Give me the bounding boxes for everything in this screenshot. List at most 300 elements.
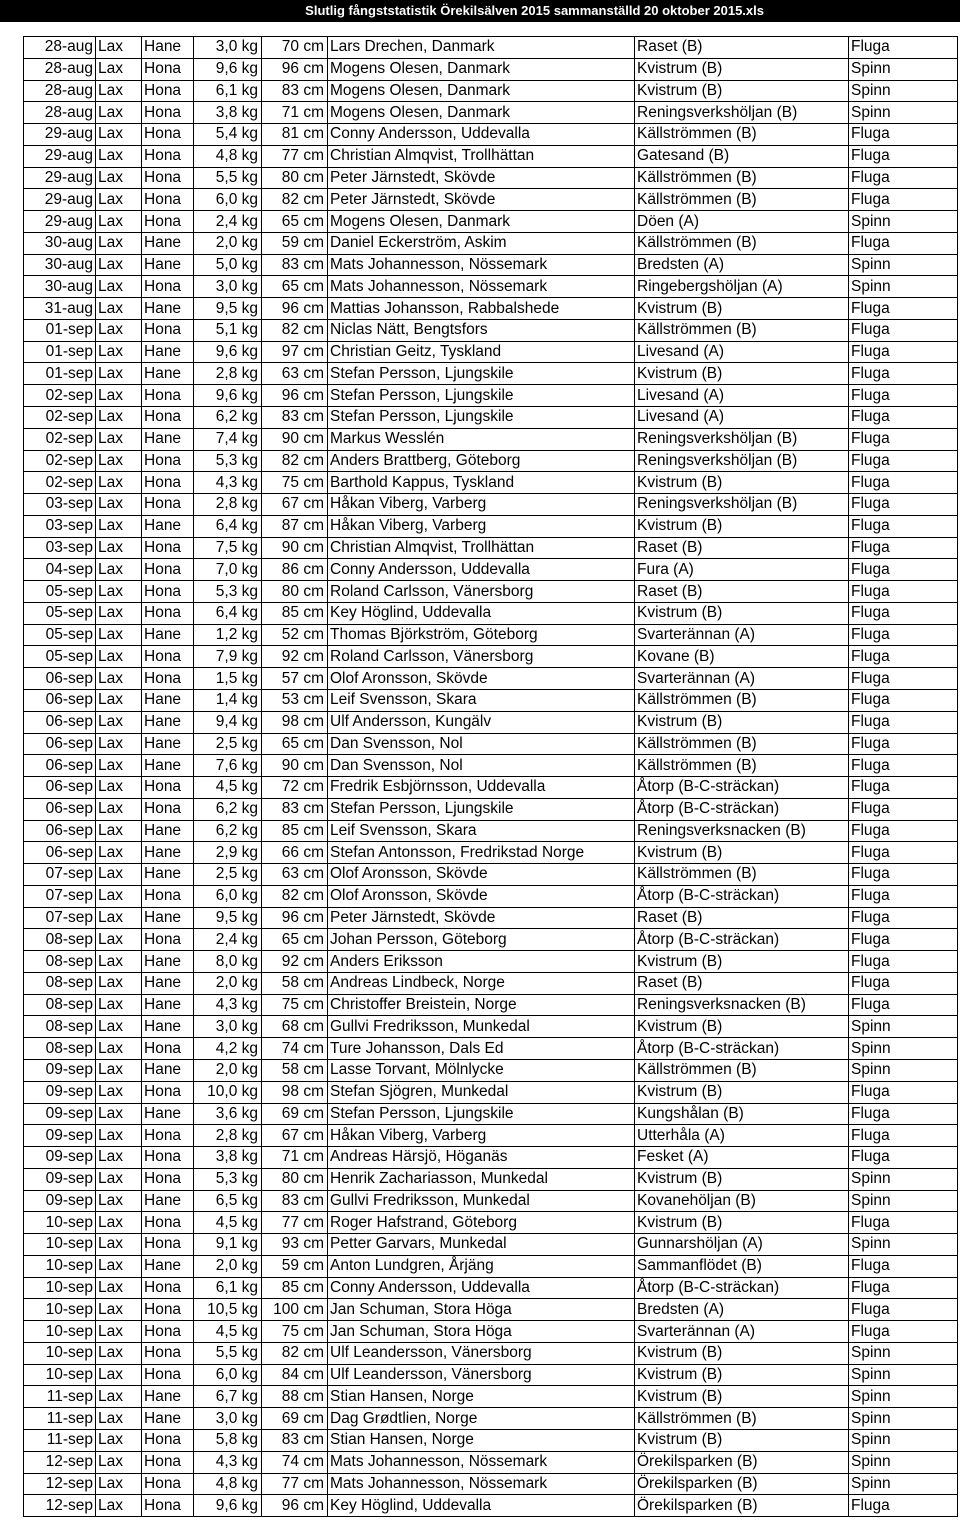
- location-cell: Kvistrum (B): [635, 1212, 849, 1234]
- sex-cell: Hane: [142, 254, 194, 276]
- table-row: [24, 1495, 958, 1517]
- table-row: [24, 1473, 958, 1495]
- table-row: [24, 1147, 958, 1169]
- sex-cell: Hona: [142, 189, 194, 211]
- length-cell: 74 cm: [262, 1038, 328, 1060]
- weight-cell: 2,8 kg: [194, 1125, 262, 1147]
- length-cell: 58 cm: [262, 1059, 328, 1081]
- species-cell: Lax: [96, 472, 142, 494]
- sex-cell: Hane: [142, 515, 194, 537]
- table-row: [24, 450, 958, 472]
- location-cell: Kvistrum (B): [635, 1430, 849, 1452]
- length-cell: 67 cm: [262, 494, 328, 516]
- weight-cell: 6,2 kg: [194, 407, 262, 429]
- sex-cell: Hona: [142, 1430, 194, 1452]
- sex-cell: Hane: [142, 864, 194, 886]
- sex-cell: Hane: [142, 37, 194, 59]
- method-cell: Fluga: [849, 1321, 958, 1343]
- location-cell: Kvistrum (B): [635, 602, 849, 624]
- sex-cell: Hane: [142, 907, 194, 929]
- angler-cell: Ulf Andersson, Kungälv: [328, 711, 635, 733]
- location-cell: Kvistrum (B): [635, 1016, 849, 1038]
- angler-cell: Anders Brattberg, Göteborg: [328, 450, 635, 472]
- date-cell: 10-sep: [24, 1277, 96, 1299]
- angler-cell: Leif Svensson, Skara: [328, 689, 635, 711]
- method-cell: Fluga: [849, 820, 958, 842]
- date-cell: 07-sep: [24, 885, 96, 907]
- location-cell: Sammanflödet (B): [635, 1255, 849, 1277]
- location-cell: Reningsverksnacken (B): [635, 820, 849, 842]
- table-row: [24, 907, 958, 929]
- sex-cell: Hane: [142, 689, 194, 711]
- table-row: [24, 624, 958, 646]
- location-cell: Bredsten (A): [635, 254, 849, 276]
- location-cell: Kovanehöljan (B): [635, 1190, 849, 1212]
- weight-cell: 5,5 kg: [194, 167, 262, 189]
- species-cell: Lax: [96, 1190, 142, 1212]
- method-cell: Fluga: [849, 689, 958, 711]
- length-cell: 96 cm: [262, 298, 328, 320]
- table-row: [24, 1190, 958, 1212]
- weight-cell: 2,8 kg: [194, 494, 262, 516]
- length-cell: 82 cm: [262, 319, 328, 341]
- weight-cell: 2,0 kg: [194, 1059, 262, 1081]
- weight-cell: 2,8 kg: [194, 363, 262, 385]
- table-row: [24, 820, 958, 842]
- sex-cell: Hona: [142, 1168, 194, 1190]
- table-row: [24, 885, 958, 907]
- weight-cell: 10,5 kg: [194, 1299, 262, 1321]
- species-cell: Lax: [96, 755, 142, 777]
- table-row: [24, 929, 958, 951]
- angler-cell: Henrik Zachariasson, Munkedal: [328, 1168, 635, 1190]
- length-cell: 65 cm: [262, 276, 328, 298]
- length-cell: 90 cm: [262, 428, 328, 450]
- location-cell: Bredsten (A): [635, 1299, 849, 1321]
- table-row: [24, 733, 958, 755]
- date-cell: 09-sep: [24, 1168, 96, 1190]
- table-row: [24, 1255, 958, 1277]
- location-cell: Kvistrum (B): [635, 80, 849, 102]
- length-cell: 82 cm: [262, 1342, 328, 1364]
- weight-cell: 6,4 kg: [194, 602, 262, 624]
- date-cell: 11-sep: [24, 1408, 96, 1430]
- method-cell: Fluga: [849, 363, 958, 385]
- location-cell: Åtorp (B-C-sträckan): [635, 777, 849, 799]
- sex-cell: Hona: [142, 668, 194, 690]
- date-cell: 29-aug: [24, 211, 96, 233]
- weight-cell: 3,8 kg: [194, 102, 262, 124]
- weight-cell: 4,5 kg: [194, 777, 262, 799]
- location-cell: Källströmmen (B): [635, 864, 849, 886]
- date-cell: 08-sep: [24, 929, 96, 951]
- date-cell: 29-aug: [24, 189, 96, 211]
- date-cell: 29-aug: [24, 145, 96, 167]
- weight-cell: 4,3 kg: [194, 1451, 262, 1473]
- length-cell: 80 cm: [262, 1168, 328, 1190]
- weight-cell: 3,0 kg: [194, 37, 262, 59]
- weight-cell: 3,0 kg: [194, 1016, 262, 1038]
- length-cell: 98 cm: [262, 711, 328, 733]
- weight-cell: 5,1 kg: [194, 319, 262, 341]
- table-row: [24, 385, 958, 407]
- table-row: [24, 58, 958, 80]
- date-cell: 05-sep: [24, 581, 96, 603]
- angler-cell: Niclas Nätt, Bengtsfors: [328, 319, 635, 341]
- table-row: [24, 1386, 958, 1408]
- location-cell: Källströmmen (B): [635, 124, 849, 146]
- date-cell: 08-sep: [24, 951, 96, 973]
- angler-cell: Olof Aronsson, Skövde: [328, 668, 635, 690]
- location-cell: Reningsverksnacken (B): [635, 994, 849, 1016]
- method-cell: Fluga: [849, 1081, 958, 1103]
- sex-cell: Hona: [142, 646, 194, 668]
- method-cell: Fluga: [849, 1103, 958, 1125]
- length-cell: 77 cm: [262, 1473, 328, 1495]
- table-row: [24, 1430, 958, 1452]
- method-cell: Fluga: [849, 951, 958, 973]
- angler-cell: Jan Schuman, Stora Höga: [328, 1321, 635, 1343]
- length-cell: 100 cm: [262, 1299, 328, 1321]
- location-cell: Fura (A): [635, 559, 849, 581]
- angler-cell: Gullvi Fredriksson, Munkedal: [328, 1190, 635, 1212]
- table-row: [24, 232, 958, 254]
- location-cell: Kovane (B): [635, 646, 849, 668]
- method-cell: Fluga: [849, 798, 958, 820]
- location-cell: Kungshålan (B): [635, 1103, 849, 1125]
- length-cell: 85 cm: [262, 820, 328, 842]
- species-cell: Lax: [96, 494, 142, 516]
- weight-cell: 6,7 kg: [194, 1386, 262, 1408]
- length-cell: 98 cm: [262, 1081, 328, 1103]
- method-cell: Fluga: [849, 646, 958, 668]
- weight-cell: 4,8 kg: [194, 145, 262, 167]
- weight-cell: 5,0 kg: [194, 254, 262, 276]
- method-cell: Fluga: [849, 755, 958, 777]
- method-cell: Fluga: [849, 494, 958, 516]
- location-cell: Källströmmen (B): [635, 319, 849, 341]
- table-row: [24, 1103, 958, 1125]
- date-cell: 28-aug: [24, 102, 96, 124]
- method-cell: Spinn: [849, 1408, 958, 1430]
- method-cell: Fluga: [849, 994, 958, 1016]
- location-cell: Raset (B): [635, 537, 849, 559]
- location-cell: Svarterännan (A): [635, 624, 849, 646]
- species-cell: Lax: [96, 907, 142, 929]
- species-cell: Lax: [96, 777, 142, 799]
- length-cell: 90 cm: [262, 537, 328, 559]
- weight-cell: 3,0 kg: [194, 276, 262, 298]
- location-cell: Raset (B): [635, 907, 849, 929]
- date-cell: 08-sep: [24, 994, 96, 1016]
- weight-cell: 1,2 kg: [194, 624, 262, 646]
- table-row: [24, 363, 958, 385]
- angler-cell: Mats Johannesson, Nössemark: [328, 1451, 635, 1473]
- sex-cell: Hona: [142, 276, 194, 298]
- date-cell: 28-aug: [24, 58, 96, 80]
- method-cell: Spinn: [849, 1451, 958, 1473]
- sex-cell: Hona: [142, 58, 194, 80]
- angler-cell: Andreas Lindbeck, Norge: [328, 972, 635, 994]
- sex-cell: Hona: [142, 885, 194, 907]
- weight-cell: 2,0 kg: [194, 972, 262, 994]
- weight-cell: 9,5 kg: [194, 298, 262, 320]
- length-cell: 59 cm: [262, 232, 328, 254]
- date-cell: 03-sep: [24, 515, 96, 537]
- method-cell: Fluga: [849, 972, 958, 994]
- species-cell: Lax: [96, 145, 142, 167]
- sex-cell: Hane: [142, 624, 194, 646]
- table-row: [24, 1321, 958, 1343]
- location-cell: Reningsverkshöljan (B): [635, 450, 849, 472]
- angler-cell: Christian Almqvist, Trollhättan: [328, 537, 635, 559]
- species-cell: Lax: [96, 581, 142, 603]
- weight-cell: 5,4 kg: [194, 124, 262, 146]
- table-row: [24, 1212, 958, 1234]
- table-row: [24, 494, 958, 516]
- species-cell: Lax: [96, 232, 142, 254]
- species-cell: Lax: [96, 1168, 142, 1190]
- date-cell: 10-sep: [24, 1299, 96, 1321]
- table-row: [24, 1016, 958, 1038]
- species-cell: Lax: [96, 733, 142, 755]
- length-cell: 82 cm: [262, 450, 328, 472]
- angler-cell: Stefan Sjögren, Munkedal: [328, 1081, 635, 1103]
- location-cell: Svarterännan (A): [635, 668, 849, 690]
- date-cell: 07-sep: [24, 907, 96, 929]
- sex-cell: Hona: [142, 798, 194, 820]
- weight-cell: 10,0 kg: [194, 1081, 262, 1103]
- sex-cell: Hona: [142, 602, 194, 624]
- method-cell: Fluga: [849, 37, 958, 59]
- angler-cell: Thomas Björkström, Göteborg: [328, 624, 635, 646]
- date-cell: 08-sep: [24, 1016, 96, 1038]
- weight-cell: 2,5 kg: [194, 733, 262, 755]
- table-row: [24, 689, 958, 711]
- angler-cell: Fredrik Esbjörnsson, Uddevalla: [328, 777, 635, 799]
- species-cell: Lax: [96, 689, 142, 711]
- location-cell: Kvistrum (B): [635, 1168, 849, 1190]
- table-row: [24, 1168, 958, 1190]
- weight-cell: 4,8 kg: [194, 1473, 262, 1495]
- angler-cell: Roland Carlsson, Vänersborg: [328, 581, 635, 603]
- length-cell: 74 cm: [262, 1451, 328, 1473]
- location-cell: Reningsverkshöljan (B): [635, 102, 849, 124]
- sex-cell: Hane: [142, 363, 194, 385]
- location-cell: Örekilsparken (B): [635, 1495, 849, 1517]
- sex-cell: Hane: [142, 994, 194, 1016]
- location-cell: Åtorp (B-C-sträckan): [635, 929, 849, 951]
- date-cell: 12-sep: [24, 1451, 96, 1473]
- date-cell: 09-sep: [24, 1103, 96, 1125]
- angler-cell: Jan Schuman, Stora Höga: [328, 1299, 635, 1321]
- sex-cell: Hona: [142, 1212, 194, 1234]
- table-row: [24, 864, 958, 886]
- species-cell: Lax: [96, 1342, 142, 1364]
- length-cell: 83 cm: [262, 254, 328, 276]
- species-cell: Lax: [96, 385, 142, 407]
- angler-cell: Dan Svensson, Nol: [328, 733, 635, 755]
- weight-cell: 7,0 kg: [194, 559, 262, 581]
- location-cell: Källströmmen (B): [635, 733, 849, 755]
- date-cell: 04-sep: [24, 559, 96, 581]
- method-cell: Fluga: [849, 319, 958, 341]
- species-cell: Lax: [96, 167, 142, 189]
- location-cell: Kvistrum (B): [635, 1386, 849, 1408]
- length-cell: 66 cm: [262, 842, 328, 864]
- sex-cell: Hona: [142, 1299, 194, 1321]
- length-cell: 86 cm: [262, 559, 328, 581]
- method-cell: Spinn: [849, 211, 958, 233]
- date-cell: 01-sep: [24, 363, 96, 385]
- date-cell: 30-aug: [24, 232, 96, 254]
- table-row: [24, 1299, 958, 1321]
- location-cell: Kvistrum (B): [635, 58, 849, 80]
- species-cell: Lax: [96, 37, 142, 59]
- length-cell: 59 cm: [262, 1255, 328, 1277]
- method-cell: Spinn: [849, 276, 958, 298]
- species-cell: Lax: [96, 124, 142, 146]
- species-cell: Lax: [96, 646, 142, 668]
- species-cell: Lax: [96, 624, 142, 646]
- species-cell: Lax: [96, 102, 142, 124]
- table-row: [24, 167, 958, 189]
- location-cell: Ringebergshöljan (A): [635, 276, 849, 298]
- method-cell: Fluga: [849, 864, 958, 886]
- species-cell: Lax: [96, 363, 142, 385]
- weight-cell: 6,0 kg: [194, 885, 262, 907]
- species-cell: Lax: [96, 951, 142, 973]
- location-cell: Örekilsparken (B): [635, 1451, 849, 1473]
- method-cell: Fluga: [849, 602, 958, 624]
- species-cell: Lax: [96, 341, 142, 363]
- date-cell: 01-sep: [24, 319, 96, 341]
- date-cell: 06-sep: [24, 689, 96, 711]
- method-cell: Spinn: [849, 1364, 958, 1386]
- location-cell: Källströmmen (B): [635, 755, 849, 777]
- length-cell: 90 cm: [262, 755, 328, 777]
- angler-cell: Olof Aronsson, Skövde: [328, 885, 635, 907]
- angler-cell: Håkan Viberg, Varberg: [328, 1125, 635, 1147]
- method-cell: Fluga: [849, 581, 958, 603]
- location-cell: Raset (B): [635, 581, 849, 603]
- species-cell: Lax: [96, 820, 142, 842]
- species-cell: Lax: [96, 1234, 142, 1256]
- sex-cell: Hona: [142, 80, 194, 102]
- location-cell: Kvistrum (B): [635, 472, 849, 494]
- weight-cell: 9,6 kg: [194, 385, 262, 407]
- location-cell: Utterhåla (A): [635, 1125, 849, 1147]
- length-cell: 65 cm: [262, 929, 328, 951]
- table-row: [24, 124, 958, 146]
- species-cell: Lax: [96, 1103, 142, 1125]
- table-row: [24, 1059, 958, 1081]
- length-cell: 85 cm: [262, 1277, 328, 1299]
- species-cell: Lax: [96, 1081, 142, 1103]
- date-cell: 06-sep: [24, 798, 96, 820]
- date-cell: 08-sep: [24, 972, 96, 994]
- weight-cell: 8,0 kg: [194, 951, 262, 973]
- length-cell: 85 cm: [262, 602, 328, 624]
- weight-cell: 2,4 kg: [194, 929, 262, 951]
- weight-cell: 4,5 kg: [194, 1321, 262, 1343]
- method-cell: Fluga: [849, 515, 958, 537]
- species-cell: Lax: [96, 668, 142, 690]
- species-cell: Lax: [96, 1016, 142, 1038]
- species-cell: Lax: [96, 58, 142, 80]
- weight-cell: 5,3 kg: [194, 450, 262, 472]
- length-cell: 96 cm: [262, 58, 328, 80]
- length-cell: 67 cm: [262, 1125, 328, 1147]
- table-row: [24, 145, 958, 167]
- method-cell: Fluga: [849, 733, 958, 755]
- table-row: [24, 951, 958, 973]
- sex-cell: Hane: [142, 951, 194, 973]
- weight-cell: 9,6 kg: [194, 1495, 262, 1517]
- method-cell: Spinn: [849, 254, 958, 276]
- header-title: Slutlig fångststatistik Örekilsälven 2015 sammanställd 20 oktober 2015.xls: [305, 3, 764, 18]
- species-cell: Lax: [96, 319, 142, 341]
- date-cell: 06-sep: [24, 733, 96, 755]
- weight-cell: 2,5 kg: [194, 864, 262, 886]
- length-cell: 80 cm: [262, 581, 328, 603]
- species-cell: Lax: [96, 254, 142, 276]
- angler-cell: Markus Wesslén: [328, 428, 635, 450]
- sex-cell: Hona: [142, 1473, 194, 1495]
- sex-cell: Hona: [142, 494, 194, 516]
- length-cell: 58 cm: [262, 972, 328, 994]
- date-cell: 05-sep: [24, 646, 96, 668]
- angler-cell: Håkan Viberg, Varberg: [328, 494, 635, 516]
- method-cell: Fluga: [849, 624, 958, 646]
- weight-cell: 7,4 kg: [194, 428, 262, 450]
- date-cell: 10-sep: [24, 1321, 96, 1343]
- length-cell: 71 cm: [262, 1147, 328, 1169]
- weight-cell: 2,0 kg: [194, 1255, 262, 1277]
- angler-cell: Dag Grødtlien, Norge: [328, 1408, 635, 1430]
- location-cell: Reningsverkshöljan (B): [635, 428, 849, 450]
- date-cell: 29-aug: [24, 167, 96, 189]
- date-cell: 10-sep: [24, 1255, 96, 1277]
- sex-cell: Hona: [142, 1451, 194, 1473]
- table-row: [24, 994, 958, 1016]
- date-cell: 07-sep: [24, 864, 96, 886]
- sex-cell: Hane: [142, 972, 194, 994]
- method-cell: Fluga: [849, 559, 958, 581]
- length-cell: 96 cm: [262, 1495, 328, 1517]
- angler-cell: Conny Andersson, Uddevalla: [328, 559, 635, 581]
- date-cell: 12-sep: [24, 1473, 96, 1495]
- sex-cell: Hona: [142, 407, 194, 429]
- length-cell: 53 cm: [262, 689, 328, 711]
- table-row: [24, 646, 958, 668]
- sex-cell: Hane: [142, 733, 194, 755]
- species-cell: Lax: [96, 211, 142, 233]
- sex-cell: Hona: [142, 385, 194, 407]
- table-row: [24, 777, 958, 799]
- species-cell: Lax: [96, 1299, 142, 1321]
- location-cell: Källströmmen (B): [635, 167, 849, 189]
- method-cell: Spinn: [849, 1059, 958, 1081]
- length-cell: 69 cm: [262, 1408, 328, 1430]
- angler-cell: Conny Andersson, Uddevalla: [328, 1277, 635, 1299]
- weight-cell: 4,3 kg: [194, 994, 262, 1016]
- method-cell: Fluga: [849, 885, 958, 907]
- date-cell: 10-sep: [24, 1234, 96, 1256]
- length-cell: 70 cm: [262, 37, 328, 59]
- weight-cell: 7,6 kg: [194, 755, 262, 777]
- sex-cell: Hona: [142, 319, 194, 341]
